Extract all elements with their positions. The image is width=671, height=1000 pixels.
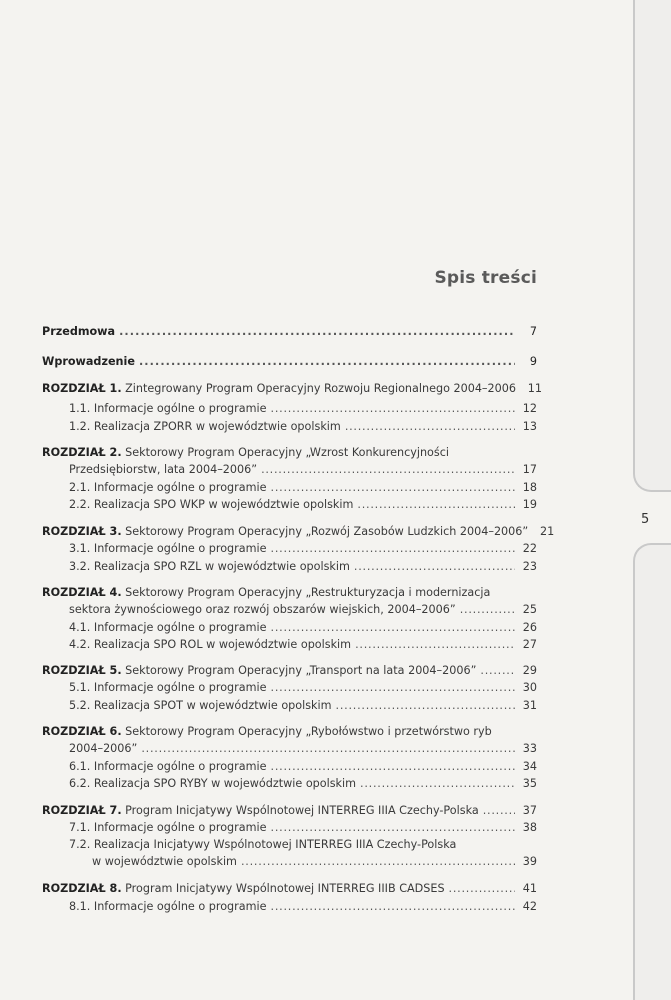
toc-section-entry[interactable]: 2.2. Realizacja SPO WKP w województwie opolskim . . . 19 [69, 495, 537, 515]
dot-leader [336, 696, 515, 716]
toc-section-entry[interactable]: 6.1. Informacje ogólne o programie . . . 34 [69, 757, 537, 777]
toc-page-number: 31 [522, 699, 537, 712]
toc-page-number: 41 [522, 882, 537, 895]
toc-page-number: 19 [522, 498, 537, 511]
dot-leader [261, 460, 515, 480]
dot-leader [360, 774, 515, 794]
toc-chapter-continuation[interactable]: Przedsiębiorstw, lata 2004–2006” . . . 17 [69, 460, 537, 480]
toc-section-entry[interactable]: 3.2. Realizacja SPO RZL w województwie opolskim . . . 23 [69, 557, 537, 577]
toc-page-number: 23 [522, 560, 537, 573]
toc-page-number: 33 [522, 742, 537, 755]
toc-section-continuation[interactable]: w województwie opolskim . . . 39 [92, 852, 537, 872]
toc-page-number: 37 [522, 804, 537, 817]
toc-section-entry[interactable]: 4.2. Realizacja SPO ROL w województwie opolskim . . . 27 [69, 635, 537, 655]
chapter-prefix: ROZDZIAŁ 3. [42, 525, 122, 538]
chapter-prefix: ROZDZIAŁ 4. [42, 586, 122, 599]
side-page-number: 5 [641, 512, 650, 527]
toc-page-number: 26 [522, 621, 537, 634]
dot-leader [449, 879, 515, 899]
toc-chapter-entry[interactable]: ROZDZIAŁ 7. Program Inicjatywy Wspólnotowej INTERREG IIIA Czechy-Polska . . . 37 [42, 801, 537, 821]
toc-page-number: 22 [522, 542, 537, 555]
chapter-prefix: ROZDZIAŁ 2. [42, 446, 122, 459]
toc-section-entry[interactable]: 5.2. Realizacja SPOT w województwie opolskim . . . 31 [69, 696, 537, 716]
toc-entry[interactable]: Wprowadzenie . . . 9 [42, 352, 537, 372]
toc-chapter-entry[interactable]: ROZDZIAŁ 4. Sektorowy Program Operacyjny „Restrukturyzacja i modernizacja [42, 586, 491, 599]
toc-chapter-entry[interactable]: ROZDZIAŁ 8. Program Inicjatywy Wspólnotowej INTERREG IIIB CADSES . . . 41 [42, 879, 537, 899]
dot-leader [241, 852, 515, 872]
dot-leader [271, 539, 515, 559]
toc-page-number: 18 [522, 481, 537, 494]
toc-page-number: 39 [522, 855, 537, 868]
toc-section-entry[interactable]: 2.1. Informacje ogólne o programie . . . 18 [69, 478, 537, 498]
toc-page-number: 38 [522, 821, 537, 834]
toc-section-entry[interactable]: 6.2. Realizacja SPO RYBY w województwie opolskim . . . 35 [69, 774, 537, 794]
toc-section-entry[interactable]: 7.1. Informacje ogólne o programie . . . 38 [69, 818, 537, 838]
toc-chapter-entry[interactable]: ROZDZIAŁ 1. Zintegrowany Program Operacyjny Rozwoju Regionalnego 2004–2006 11 [42, 379, 537, 399]
dot-leader [271, 399, 515, 419]
toc-section-entry[interactable]: 1.1. Informacje ogólne o programie . . . 12 [69, 399, 537, 419]
toc-page-number: 34 [522, 760, 537, 773]
dot-leader [345, 417, 515, 437]
toc-section-entry[interactable]: 7.2. Realizacja Inicjatywy Wspólnotowej INTERREG IIIA Czechy-Polska [69, 838, 457, 851]
toc-page-number: 29 [522, 664, 537, 677]
toc-page-number: 35 [522, 777, 537, 790]
dot-leader [271, 678, 515, 698]
dot-leader [141, 739, 515, 759]
toc-chapter-continuation[interactable]: sektora żywnościowego oraz rozwój obszarów wiejskich, 2004–2006” . . . 25 [69, 600, 537, 620]
dot-leader [357, 495, 515, 515]
toc-chapter-continuation[interactable]: 2004–2006” . . . 33 [69, 739, 537, 759]
toc-section-entry[interactable]: 4.1. Informacje ogólne o programie . . . 26 [69, 618, 537, 638]
dot-leader [119, 322, 515, 342]
toc-entry[interactable]: Przedmowa . . . 7 [42, 322, 537, 342]
dot-leader [271, 897, 515, 917]
chapter-prefix: ROZDZIAŁ 8. [42, 882, 122, 895]
toc-section-entry[interactable]: 3.1. Informacje ogólne o programie . . . 22 [69, 539, 537, 559]
toc-page-number: 12 [522, 402, 537, 415]
chapter-prefix: ROZDZIAŁ 7. [42, 804, 122, 817]
thumb-tab-upper [633, 0, 671, 492]
toc-page-number: 13 [522, 420, 537, 433]
chapter-prefix: ROZDZIAŁ 6. [42, 725, 122, 738]
toc-page-number: 11 [527, 382, 543, 395]
toc-chapter-entry[interactable]: ROZDZIAŁ 3. Sektorowy Program Operacyjny „Rozwój Zasobów Ludzkich 2004–2006” 21 [42, 522, 537, 542]
dot-leader [460, 600, 515, 620]
thumb-tab-lower [633, 543, 671, 1000]
toc-page-number: 30 [522, 681, 537, 694]
toc-section-entry[interactable]: 8.1. Informacje ogólne o programie . . . 42 [69, 897, 537, 917]
toc-chapter-entry[interactable]: ROZDZIAŁ 6. Sektorowy Program Operacyjny „Rybołówstwo i przetwórstwo ryb [42, 725, 492, 738]
toc-section-entry[interactable]: 5.1. Informacje ogólne o programie . . . 30 [69, 678, 537, 698]
toc-page-number: 9 [529, 355, 537, 368]
toc-page-number: 21 [539, 525, 555, 538]
toc-page-number: 17 [522, 463, 537, 476]
toc-section-entry[interactable]: 1.2. Realizacja ZPORR w województwie opolskim . . . 13 [69, 417, 537, 437]
toc-chapter-entry[interactable]: ROZDZIAŁ 5. Sektorowy Program Operacyjny „Transport na lata 2004–2006” . . . 29 [42, 661, 537, 681]
dot-leader [139, 352, 515, 372]
toc-page-number: 42 [522, 900, 537, 913]
chapter-prefix: ROZDZIAŁ 5. [42, 664, 122, 677]
dot-leader [355, 635, 515, 655]
toc-chapter-entry[interactable]: ROZDZIAŁ 2. Sektorowy Program Operacyjny „Wzrost Konkurencyjności [42, 446, 449, 459]
page-title: Spis treści [434, 268, 537, 288]
chapter-prefix: ROZDZIAŁ 1. [42, 382, 122, 395]
toc-page-number: 25 [522, 603, 537, 616]
toc-page-number: 7 [529, 325, 537, 338]
toc-page-number: 27 [522, 638, 537, 651]
dot-leader [354, 557, 515, 577]
